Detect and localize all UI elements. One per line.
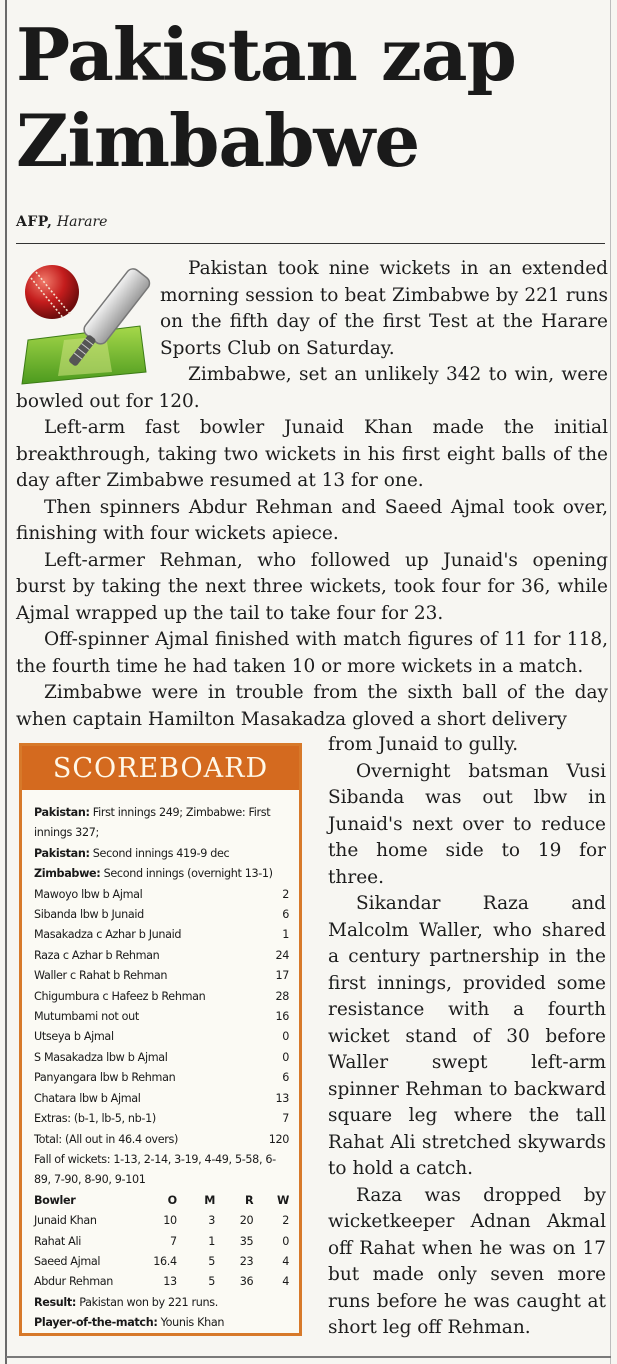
paragraph: Zimbabwe, set an unlikely 342 to win, were bowled out for 120. (16, 364, 608, 412)
bowling-row: Rahat Ali 7 1 35 0 (34, 1234, 289, 1248)
byline-place: Harare (56, 214, 108, 230)
match-result: Result: Pakistan won by 221 runs. (34, 1295, 218, 1309)
scoreboard-title: SCOREBOARD (22, 746, 299, 790)
bowling-row: Junaid Khan 10 3 20 2 (34, 1214, 289, 1228)
paragraph: Sikandar Raza and Malcolm Waller, who shared a century partnership in the first innings, provided some resistance with a fourth wicket stand of 30 before Waller swept left-arm spinner Rehman to backward square leg where the tall Rahat Ali stretched skywards to hold a catch. (328, 893, 606, 1179)
byline-rule (16, 243, 605, 244)
batting-row: Mawoyo lbw b Ajmal 2 (34, 887, 289, 901)
article-right-column (328, 732, 606, 1342)
byline (16, 214, 107, 230)
zimbabwe-second-innings: Zimbabwe: Second innings (overnight 13-1) (34, 867, 273, 881)
headline: Pakistan zap Zimbabwe (16, 12, 516, 183)
page-edge-right (610, 0, 611, 1364)
pakistan-second-innings: Pakistan: Second innings 419-9 dec (34, 846, 230, 860)
page-edge-bottom (6, 1356, 611, 1358)
paragraph: Overnight batsman Vusi Sibanda was out lbw in Junaid's next over to reduce the home side to 19 for three. (328, 760, 606, 888)
scoreboard-body (22, 790, 299, 1334)
paragraph: Left-arm fast bowler Junaid Khan made the initial breakthrough, taking two wickets in his first eight balls of the day after Zimbabwe resumed at 13 for one. (16, 417, 608, 491)
paragraph: Left-armer Rehman, who followed up Junaid's opening burst by taking the next three wickets, took four for 36, while Ajmal wrapped up the tail to take four for 23. (16, 549, 608, 624)
batting-row: Utseya b Ajmal 0 (34, 1030, 289, 1044)
bowling-header-row: Bowler O M R W (34, 1193, 289, 1207)
batting-row: Mutumbami not out 16 (34, 1010, 289, 1024)
batting-row: Sibanda lbw b Junaid 6 (34, 908, 289, 922)
batting-row: Waller c Rahat b Rehman 17 (34, 969, 289, 983)
byline-agency: AFP, (16, 214, 53, 230)
batting-row: Chigumbura c Hafeez b Rehman 28 (34, 989, 289, 1003)
bowling-row: Abdur Rehman 13 5 36 4 (34, 1275, 289, 1289)
player-of-the-match: Player-of-the-match: Younis Khan (34, 1316, 225, 1330)
paragraph: Off-spinner Ajmal finished with match figures of 11 for 118, the fourth time he had taken 10 or more wickets in a match. (16, 629, 608, 677)
bowling-row: Saeed Ajmal 16.4 5 23 4 (34, 1254, 289, 1268)
paragraph: Then spinners Abdur Rehman and Saeed Ajmal took over, finishing with four wickets apiece. (16, 496, 608, 544)
batting-row: Masakadza c Azhar b Junaid 1 (34, 928, 289, 942)
paragraph: Zimbabwe were in trouble from the sixth ball of the day when captain Hamilton Masakadza gloved a short delivery (16, 682, 608, 730)
paragraph: Pakistan took nine wickets in an extended morning session to beat Zimbabwe by 221 runs on the fifth day of the first Test at the Harare Sports Club on Saturday. (160, 258, 608, 359)
bowling-table (34, 1191, 289, 1293)
article-top-column (16, 256, 608, 733)
batting-row: S Masakadza lbw b Ajmal 0 (34, 1050, 289, 1064)
page-edge-left (5, 0, 7, 1364)
first-innings-summary: Pakistan: First innings 249; Zimbabwe: First innings 327; (34, 806, 271, 840)
batting-row: Panyangara lbw b Rehman 6 (34, 1071, 289, 1085)
batting-row: Raza c Azhar b Rehman 24 (34, 948, 289, 962)
extras-row: Extras: (b-1, lb-5, nb-1) 7 (34, 1112, 289, 1126)
paragraph: Raza was dropped by wicketkeeper Adnan Akmal off Rahat when he was on 17 but made only seven more runs before he was caught at short leg off Rehman. (328, 1184, 606, 1338)
scoreboard (19, 743, 302, 1336)
total-row: Total: (All out in 46.4 overs) 120 (34, 1132, 289, 1146)
fall-of-wickets: Fall of wickets: 1-13, 2-14, 3-19, 4-49, 5-58, 6-89, 7-90, 8-90, 9-101 (34, 1152, 276, 1187)
batting-row: Chatara lbw b Ajmal 13 (34, 1091, 289, 1105)
paragraph: from Junaid to gully. (328, 734, 519, 755)
